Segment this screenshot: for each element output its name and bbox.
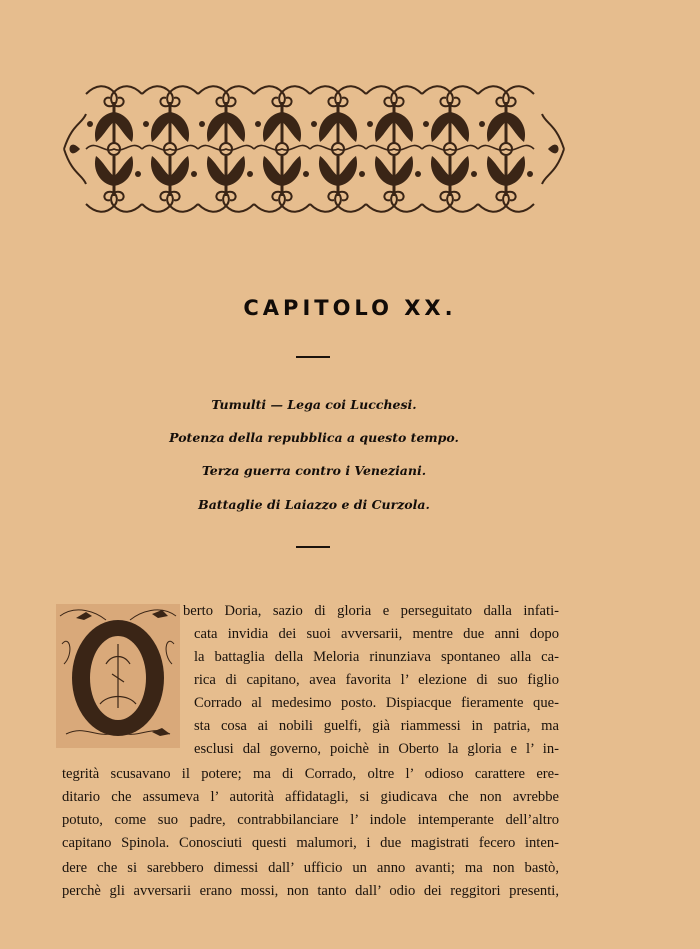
text-line: ditario che assumeva l’ autorità affidatagli, si giudicava che non avrebbe [62, 789, 559, 805]
ornamental-headpiece [62, 84, 566, 214]
summary-line-3: Terza guerra contro i Veneziani. [201, 463, 427, 478]
text-line: perchè gli avversarii erano mossi, non tanto dall’ odio dei reggitori presenti, [62, 883, 559, 899]
text-line: esclusi dal governo, poichè in Oberto la gloria e l’ in- [194, 741, 559, 757]
text-line: la battaglia della Meloria rinunziava spontaneo alla ca- [194, 649, 559, 665]
summary-line-2: Potenza della repubblica a questo tempo. [169, 430, 459, 445]
summary-divider [296, 546, 330, 548]
text-line: Corrado al medesimo posto. Dispiacque fieramente que- [194, 695, 559, 711]
title-divider [296, 356, 330, 358]
text-line: berto Doria, sazio di gloria e perseguitato dalla infati- [183, 603, 559, 619]
text-line: potuto, come suo padre, contrabbilanciare l’ indole intemperante dell’altro [62, 812, 559, 828]
chapter-title: CAPITOLO XX. [243, 296, 457, 320]
summary-line-4: Battaglie di Laiazzo e di Curzola. [198, 497, 430, 512]
text-line: tegrità scusavano il potere; ma di Corrado, oltre l’ odioso carattere ere- [62, 766, 559, 782]
summary-line-1: Tumulti — Lega coi Lucchesi. [211, 397, 417, 412]
text-line: cata invidia dei suoi avversarii, mentre due anni dopo [194, 626, 559, 642]
text-line: rica di capitano, avea favorita l’ elezione di suo figlio [194, 672, 559, 688]
text-line: dere che si sarebbero dimessi dall’ ufficio un anno avanti; ma non bastò, [62, 860, 559, 876]
dropcap-illustration [56, 604, 180, 748]
text-line: capitano Spinola. Conosciuti questi malumori, i due magistrati fecero inten- [62, 835, 559, 851]
text-line: sta cosa ai nobili guelfi, già riammessi in patria, ma [194, 718, 559, 734]
